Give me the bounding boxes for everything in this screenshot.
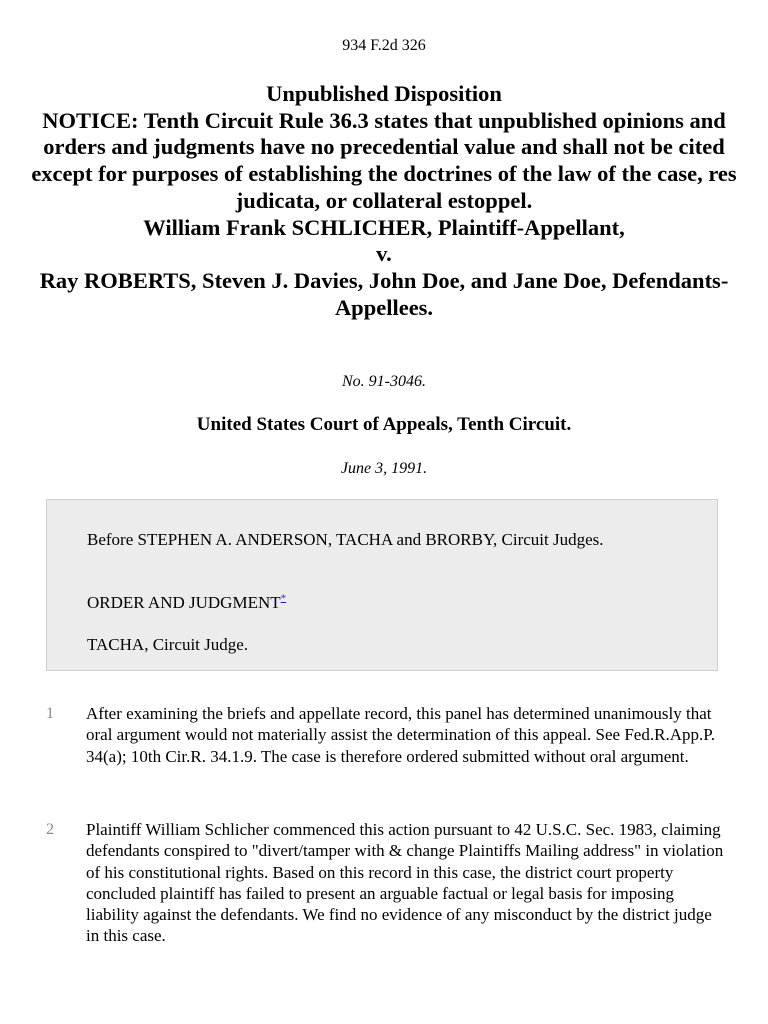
citation: 934 F.2d 326 [342,37,426,54]
plaintiff-name: William Frank SCHLICHER, Plaintiff-Appellant, [143,214,625,240]
authoring-judge: TACHA, Circuit Judge. [87,635,249,654]
notice-text: NOTICE: Tenth Circuit Rule 36.3 states that unpublished opinions and orders and judgments have no precedential value and shall not be cited except for purposes of establishing the doctrines of the law of the case, res judicata, or collateral estoppel. [31,107,737,213]
paragraph-number: 1 [46,705,54,722]
order-title-line [87,592,677,613]
disposition-label: Unpublished Disposition [266,81,502,106]
footnote-link[interactable]: * [280,592,287,605]
case-caption [30,81,738,321]
order-title: ORDER AND JUDGMENT [87,593,281,612]
paragraph-text: Plaintiff William Schlicher commenced this action pursuant to 42 U.S.C. Sec. 1983, claiming defendants conspired to "divert/tamper with & change Plaintiffs Mailing address" in violation of his constitutional rights. Based on this record in this case, the district court property concluded plaintiff has failed to present an arguable factual or legal basis for imposing liability against the defendants. We find no evidence of any misconduct by the district judge in this case. [86,820,724,946]
panel-judges: Before STEPHEN A. ANDERSON, TACHA and BRORBY, Circuit Judges. [87,530,604,549]
opinion-header-box [46,499,718,671]
defendants-names: Ray ROBERTS, Steven J. Davies, John Doe, and Jane Doe, Defendants-Appellees. [39,267,729,320]
court-name: United States Court of Appeals, Tenth Circuit. [196,414,572,435]
paragraph-number: 2 [46,821,54,838]
decision-date: June 3, 1991. [340,460,428,477]
paragraph-text: After examining the briefs and appellate record, this panel has determined unanimously that oral argument would not materially assist the determination of this appeal. See Fed.R.App.P. 34(a); 10th Cir.R. 34.1.9. The case is therefore ordered submitted without oral argument. [86,704,716,766]
docket-number: No. 91-3046. [342,373,426,390]
versus-label: v. [376,241,392,267]
